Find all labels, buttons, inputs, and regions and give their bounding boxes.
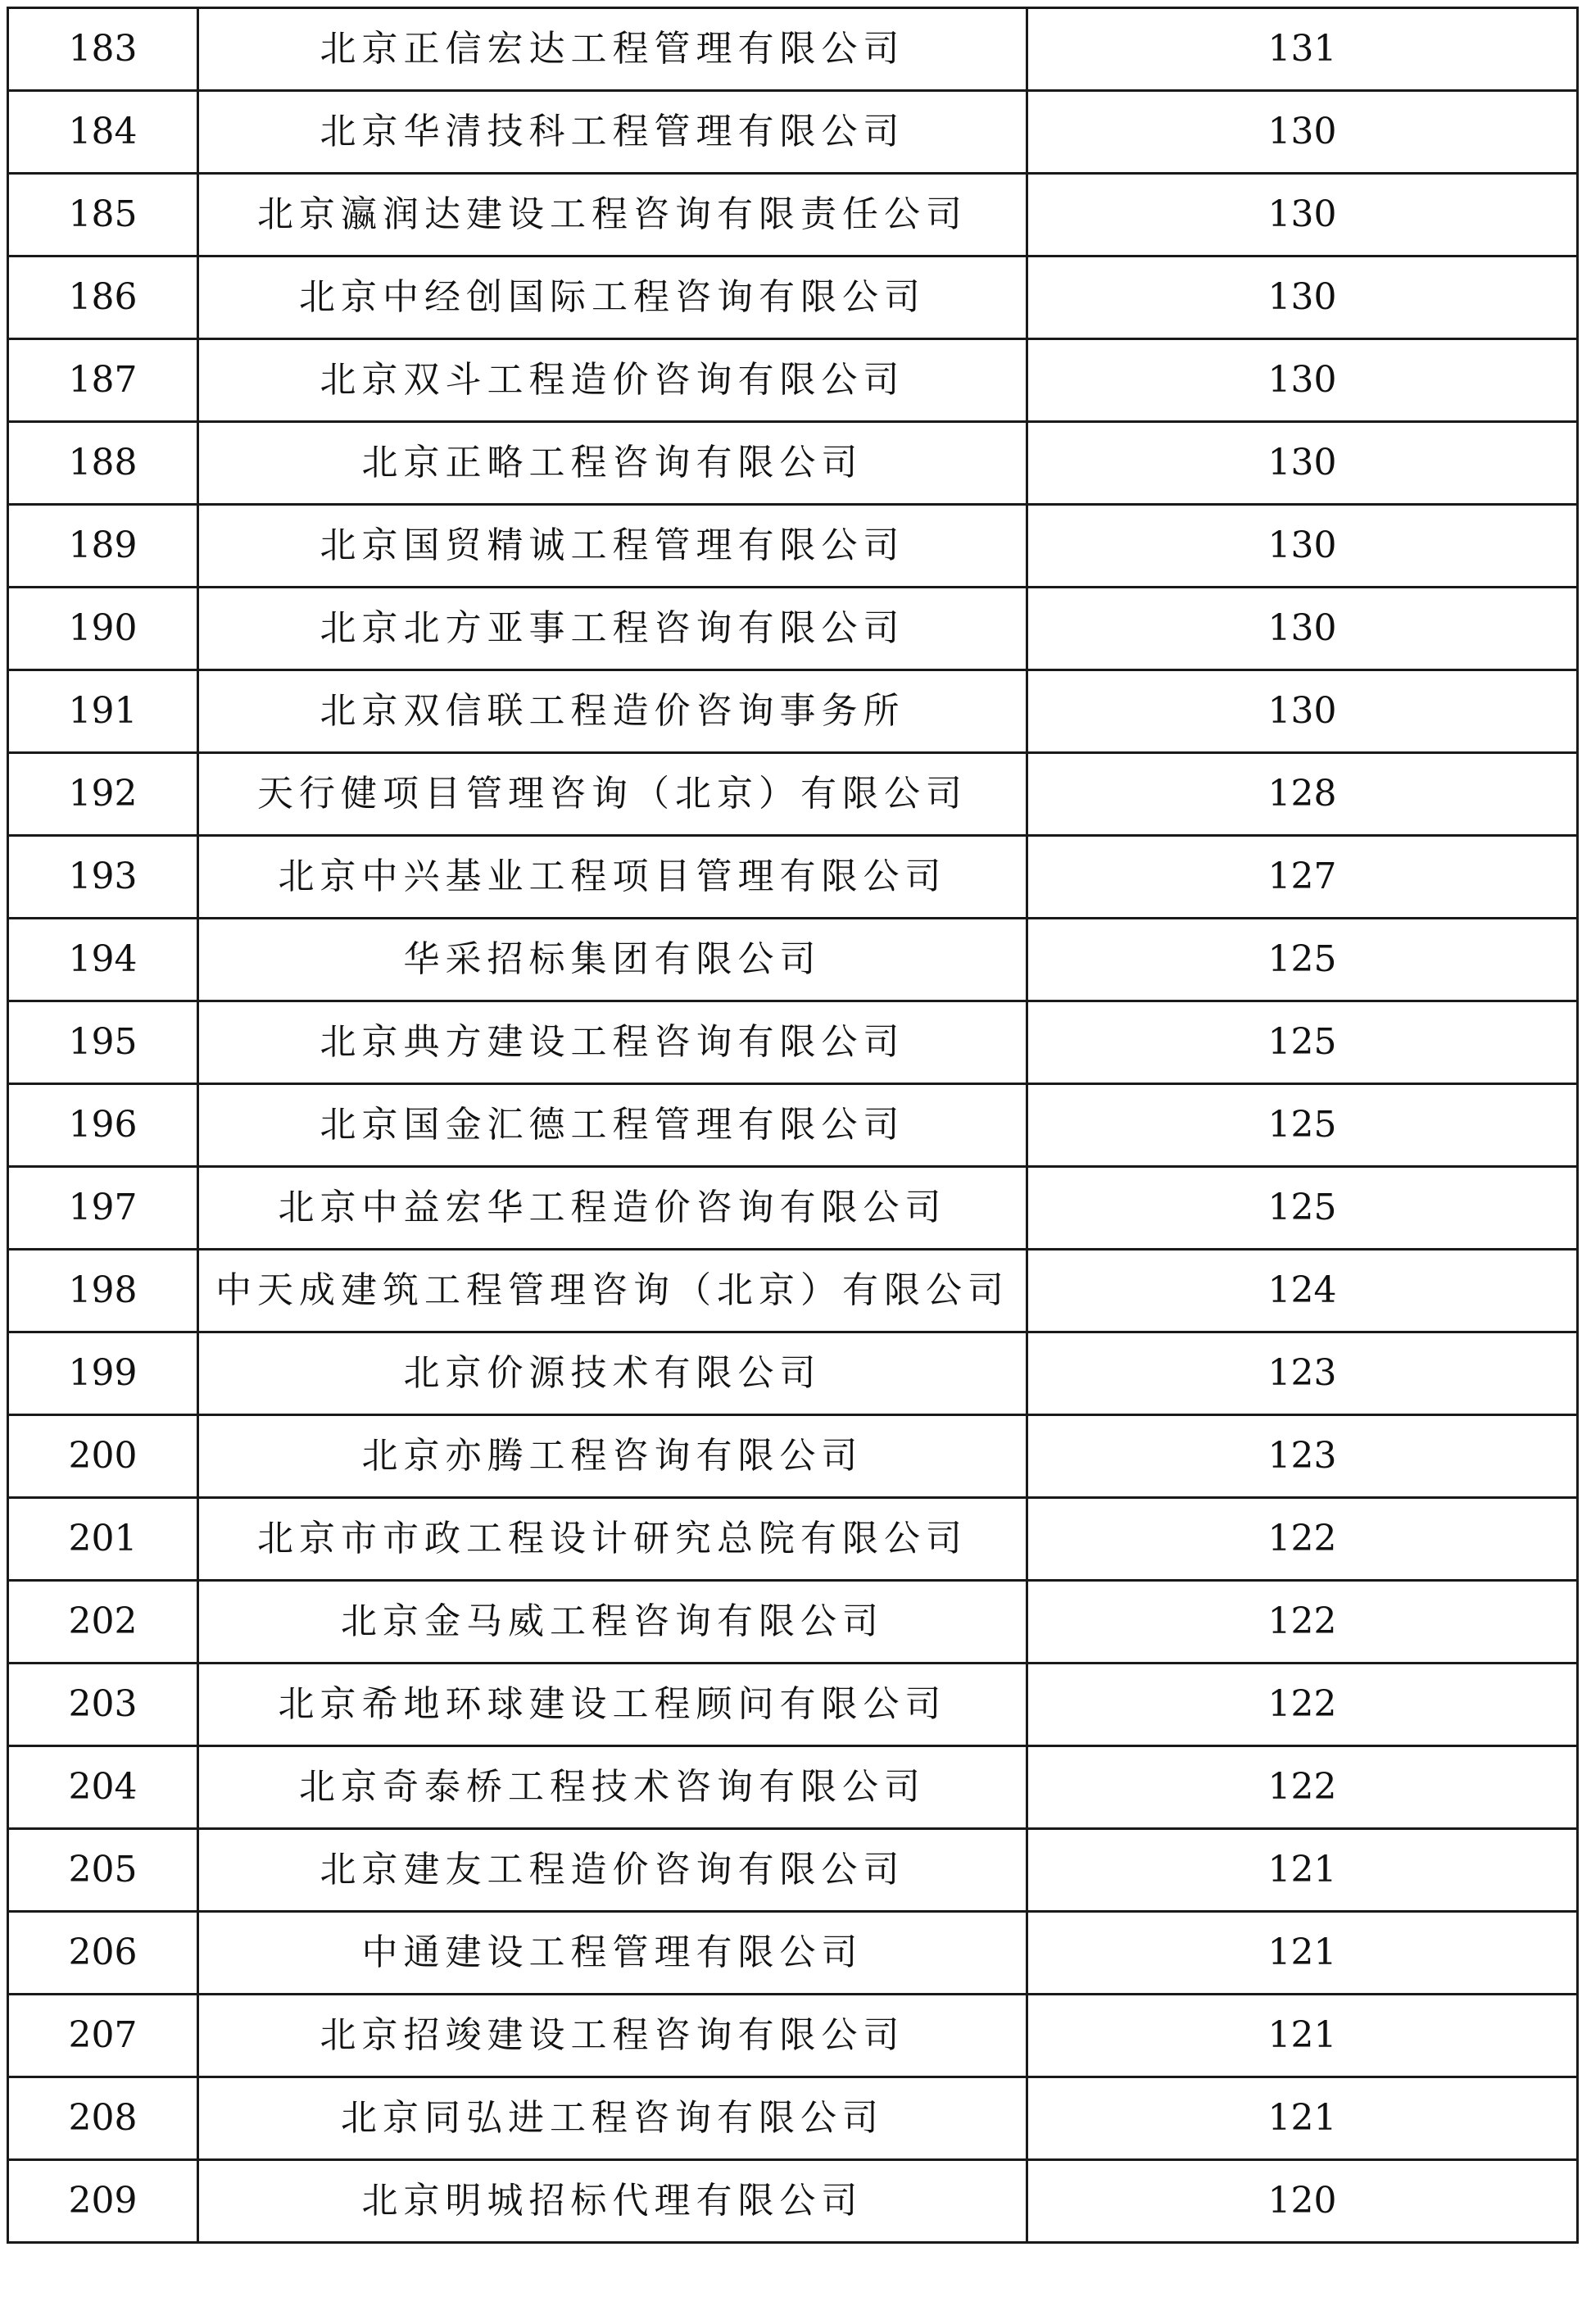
company-name-cell: 北京正略工程咨询有限公司 — [198, 422, 1027, 505]
score-cell: 122 — [1027, 1746, 1578, 1829]
table-row — [8, 2077, 1578, 2160]
row-number-cell: 205 — [8, 1829, 198, 1912]
table-row — [8, 2160, 1578, 2243]
score-cell: 121 — [1027, 2077, 1578, 2160]
table-row — [8, 836, 1578, 919]
company-name-cell: 北京中益宏华工程造价咨询有限公司 — [198, 1167, 1027, 1250]
row-number-cell: 196 — [8, 1084, 198, 1167]
company-name-cell: 华采招标集团有限公司 — [198, 919, 1027, 1001]
company-name-cell: 北京价源技术有限公司 — [198, 1332, 1027, 1415]
table-row — [8, 339, 1578, 422]
table-row — [8, 1415, 1578, 1498]
row-number-cell: 207 — [8, 1995, 198, 2077]
company-name-cell: 北京双斗工程造价咨询有限公司 — [198, 339, 1027, 422]
score-cell: 130 — [1027, 505, 1578, 588]
score-cell: 122 — [1027, 1664, 1578, 1746]
score-cell: 130 — [1027, 670, 1578, 753]
row-number-cell: 199 — [8, 1332, 198, 1415]
score-cell: 130 — [1027, 339, 1578, 422]
company-name-cell: 北京典方建设工程咨询有限公司 — [198, 1001, 1027, 1084]
score-cell: 121 — [1027, 1829, 1578, 1912]
row-number-cell: 209 — [8, 2160, 198, 2243]
row-number-cell: 208 — [8, 2077, 198, 2160]
table-row — [8, 919, 1578, 1001]
company-name-cell: 北京同弘进工程咨询有限公司 — [198, 2077, 1027, 2160]
row-number-cell: 183 — [8, 8, 198, 91]
score-cell: 121 — [1027, 1995, 1578, 2077]
table-row — [8, 1084, 1578, 1167]
score-cell: 130 — [1027, 588, 1578, 670]
table-row — [8, 1912, 1578, 1995]
table-row — [8, 1167, 1578, 1250]
score-cell: 125 — [1027, 1084, 1578, 1167]
table-row — [8, 1332, 1578, 1415]
score-cell: 121 — [1027, 1912, 1578, 1995]
row-number-cell: 191 — [8, 670, 198, 753]
row-number-cell: 206 — [8, 1912, 198, 1995]
row-number-cell: 189 — [8, 505, 198, 588]
company-name-cell: 北京华清技科工程管理有限公司 — [198, 91, 1027, 174]
ranking-table-body — [8, 8, 1578, 2243]
ranking-table — [7, 7, 1579, 2244]
company-name-cell: 北京双信联工程造价咨询事务所 — [198, 670, 1027, 753]
table-row — [8, 1664, 1578, 1746]
table-row — [8, 1995, 1578, 2077]
table-row — [8, 174, 1578, 256]
row-number-cell: 184 — [8, 91, 198, 174]
row-number-cell: 185 — [8, 174, 198, 256]
company-name-cell: 中通建设工程管理有限公司 — [198, 1912, 1027, 1995]
table-row — [8, 588, 1578, 670]
row-number-cell: 193 — [8, 836, 198, 919]
company-name-cell: 北京国贸精诚工程管理有限公司 — [198, 505, 1027, 588]
table-row — [8, 1746, 1578, 1829]
table-row — [8, 1829, 1578, 1912]
table-row — [8, 256, 1578, 339]
company-name-cell: 北京市市政工程设计研究总院有限公司 — [198, 1498, 1027, 1581]
row-number-cell: 201 — [8, 1498, 198, 1581]
row-number-cell: 202 — [8, 1581, 198, 1664]
company-name-cell: 北京希地环球建设工程顾问有限公司 — [198, 1664, 1027, 1746]
row-number-cell: 203 — [8, 1664, 198, 1746]
score-cell: 128 — [1027, 753, 1578, 836]
company-name-cell: 北京瀛润达建设工程咨询有限责任公司 — [198, 174, 1027, 256]
row-number-cell: 195 — [8, 1001, 198, 1084]
table-row — [8, 505, 1578, 588]
company-name-cell: 北京建友工程造价咨询有限公司 — [198, 1829, 1027, 1912]
table-row — [8, 1581, 1578, 1664]
table-row — [8, 8, 1578, 91]
company-name-cell: 北京北方亚事工程咨询有限公司 — [198, 588, 1027, 670]
row-number-cell: 194 — [8, 919, 198, 1001]
score-cell: 131 — [1027, 8, 1578, 91]
row-number-cell: 192 — [8, 753, 198, 836]
row-number-cell: 204 — [8, 1746, 198, 1829]
score-cell: 122 — [1027, 1498, 1578, 1581]
company-name-cell: 北京正信宏达工程管理有限公司 — [198, 8, 1027, 91]
company-name-cell: 北京金马威工程咨询有限公司 — [198, 1581, 1027, 1664]
table-row — [8, 91, 1578, 174]
score-cell: 123 — [1027, 1332, 1578, 1415]
company-name-cell: 北京亦腾工程咨询有限公司 — [198, 1415, 1027, 1498]
table-row — [8, 1250, 1578, 1332]
score-cell: 130 — [1027, 256, 1578, 339]
score-cell: 122 — [1027, 1581, 1578, 1664]
company-name-cell: 中天成建筑工程管理咨询（北京）有限公司 — [198, 1250, 1027, 1332]
row-number-cell: 198 — [8, 1250, 198, 1332]
score-cell: 124 — [1027, 1250, 1578, 1332]
row-number-cell: 197 — [8, 1167, 198, 1250]
score-cell: 130 — [1027, 422, 1578, 505]
row-number-cell: 186 — [8, 256, 198, 339]
table-row — [8, 1001, 1578, 1084]
score-cell: 130 — [1027, 174, 1578, 256]
row-number-cell: 188 — [8, 422, 198, 505]
company-name-cell: 北京奇泰桥工程技术咨询有限公司 — [198, 1746, 1027, 1829]
table-row — [8, 1498, 1578, 1581]
row-number-cell: 190 — [8, 588, 198, 670]
score-cell: 123 — [1027, 1415, 1578, 1498]
score-cell: 120 — [1027, 2160, 1578, 2243]
table-row — [8, 422, 1578, 505]
table-row — [8, 753, 1578, 836]
row-number-cell: 200 — [8, 1415, 198, 1498]
table-row — [8, 670, 1578, 753]
company-name-cell: 北京中经创国际工程咨询有限公司 — [198, 256, 1027, 339]
score-cell: 125 — [1027, 1167, 1578, 1250]
score-cell: 127 — [1027, 836, 1578, 919]
company-name-cell: 北京中兴基业工程项目管理有限公司 — [198, 836, 1027, 919]
score-cell: 130 — [1027, 91, 1578, 174]
company-name-cell: 北京明城招标代理有限公司 — [198, 2160, 1027, 2243]
row-number-cell: 187 — [8, 339, 198, 422]
score-cell: 125 — [1027, 919, 1578, 1001]
company-name-cell: 北京招竣建设工程咨询有限公司 — [198, 1995, 1027, 2077]
company-name-cell: 北京国金汇德工程管理有限公司 — [198, 1084, 1027, 1167]
company-name-cell: 天行健项目管理咨询（北京）有限公司 — [198, 753, 1027, 836]
score-cell: 125 — [1027, 1001, 1578, 1084]
